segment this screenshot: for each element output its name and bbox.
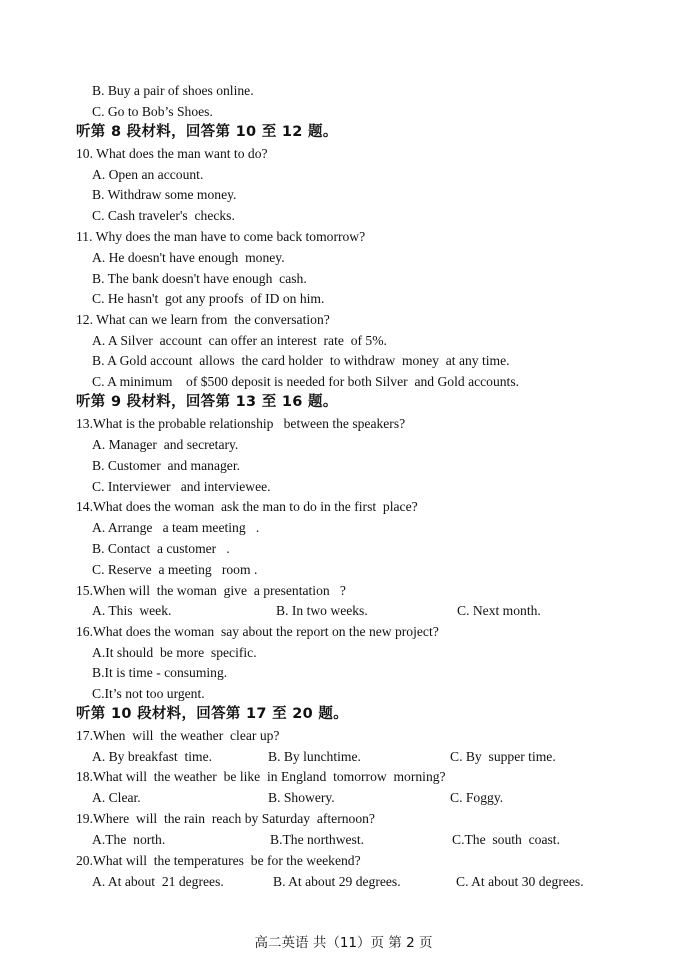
option-a: A.The north.	[92, 832, 166, 847]
question-text: 19.Where will the rain reach by Saturday afternoon?	[76, 811, 375, 826]
option-text: B. Contact a customer .	[92, 541, 230, 556]
option-c: C. Foggy.	[450, 790, 504, 805]
section-heading: 听第 9 段材料，回答第 13 至 16 题。	[76, 394, 338, 410]
question-text: 13.What is the probable relationship between the speakers?	[76, 416, 406, 431]
option-a: A. Clear.	[92, 790, 141, 805]
option-text: A. Manager and secretary.	[92, 437, 239, 452]
option-b: B.The northwest.	[270, 832, 365, 847]
option-text: B.It is time - consuming.	[92, 665, 228, 680]
option-text: C. Reserve a meeting room .	[92, 562, 258, 577]
question-text: 15.When will the woman give a presentation ?	[76, 583, 346, 598]
option-c: C. By supper time.	[450, 749, 556, 764]
option-b: B. By lunchtime.	[268, 749, 361, 764]
option-text: C. Go to Bob’s Shoes.	[92, 104, 213, 119]
option-a: A. At about 21 degrees.	[92, 874, 224, 889]
option-text: A. A Silver account can offer an interest rate of 5%.	[92, 333, 387, 348]
question-text: 10. What does the man want to do?	[76, 146, 268, 161]
option-text: B. Buy a pair of shoes online.	[92, 83, 254, 98]
option-b: B. In two weeks.	[276, 603, 368, 618]
question-text: 20.What will the temperatures be for the weekend?	[76, 853, 361, 868]
option-text: A.It should be more specific.	[92, 645, 257, 660]
option-text: A. Arrange a team meeting .	[92, 520, 260, 535]
question-text: 17.When will the weather clear up?	[76, 728, 280, 743]
option-text: C. He hasn't got any proofs of ID on him.	[92, 291, 325, 306]
option-text: A. He doesn't have enough money.	[92, 250, 285, 265]
option-text: C. Cash traveler's checks.	[92, 208, 235, 223]
page-footer: 高二英语 共（11）页 第 2 页	[254, 935, 433, 951]
option-b: B. At about 29 degrees.	[273, 874, 401, 889]
section-heading: 听第 8 段材料，回答第 10 至 12 题。	[76, 124, 338, 140]
question-text: 11. Why does the man have to come back tomorrow?	[76, 229, 366, 244]
option-c: C.The south coast.	[452, 832, 560, 847]
question-text: 14.What does the woman ask the man to do in the first place?	[76, 499, 418, 514]
option-text: B. The bank doesn't have enough cash.	[92, 271, 307, 286]
question-text: 16.What does the woman say about the report on the new project?	[76, 624, 439, 639]
question-text: 12. What can we learn from the conversation?	[76, 312, 330, 327]
option-text: B. Customer and manager.	[92, 458, 240, 473]
option-text: B. Withdraw some money.	[92, 187, 237, 202]
question-text: 18.What will the weather be like in England tomorrow morning?	[76, 769, 446, 784]
option-text: B. A Gold account allows the card holder to withdraw money at any time.	[92, 353, 510, 368]
option-c: C. At about 30 degrees.	[456, 874, 584, 889]
section-heading: 听第 10 段材料，回答第 17 至 20 题。	[76, 706, 349, 722]
option-a: A. By breakfast time.	[92, 749, 213, 764]
option-text: C. A minimum of $500 deposit is needed for both Silver and Gold accounts.	[92, 374, 520, 389]
option-c: C. Next month.	[457, 603, 541, 618]
option-text: A. Open an account.	[92, 167, 204, 182]
option-b: B. Showery.	[268, 790, 335, 805]
option-text: C. Interviewer and interviewee.	[92, 479, 271, 494]
option-a: A. This week.	[92, 603, 172, 618]
option-text: C.It’s not too urgent.	[92, 686, 205, 701]
